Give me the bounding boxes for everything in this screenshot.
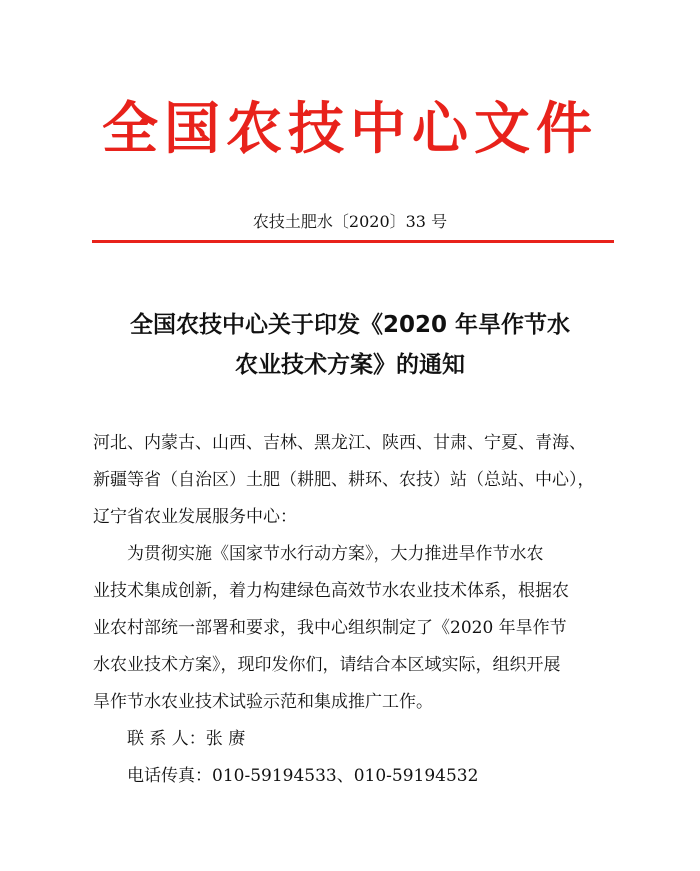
contact-person: 联 系 人：张 赓	[127, 729, 246, 749]
paragraph-line-4: 水农业技术方案》，现印发你们，请结合本区域实际，组织开展	[93, 655, 561, 675]
contact-phone: 电话传真：010-59194533、010-59194532	[127, 766, 479, 786]
notice-body	[93, 425, 633, 795]
paragraph-line-3: 业农村部统一部署和要求，我中心组织制定了《2020 年旱作节	[93, 618, 567, 638]
paragraph-line-5: 旱作节水农业技术试验示范和集成推广工作。	[93, 692, 433, 712]
masthead-title: 全国农技中心文件	[102, 97, 598, 162]
notice-title	[0, 305, 700, 385]
paragraph-line-2: 业技术集成创新，着力构建绿色高效节水农业技术体系，根据农	[93, 581, 569, 601]
red-divider-line	[92, 240, 614, 243]
notice-title-line-2: 农业技术方案》的通知	[235, 352, 465, 378]
document-number: 农技土肥水〔2020〕33 号	[252, 212, 448, 231]
notice-title-line-1: 全国农技中心关于印发《2020 年旱作节水	[129, 312, 571, 338]
addressee-line-2: 新疆等省（自治区）土肥（耕肥、耕环、农技）站（总站、中心），	[93, 470, 595, 490]
addressee-line-1: 河北、内蒙古、山西、吉林、黑龙江、陕西、甘肃、宁夏、青海、	[93, 433, 586, 453]
paragraph-line-1: 为贯彻实施《国家节水行动方案》，大力推进旱作节水农	[127, 544, 544, 564]
addressee-line-3: 辽宁省农业发展服务中心：	[93, 507, 297, 527]
